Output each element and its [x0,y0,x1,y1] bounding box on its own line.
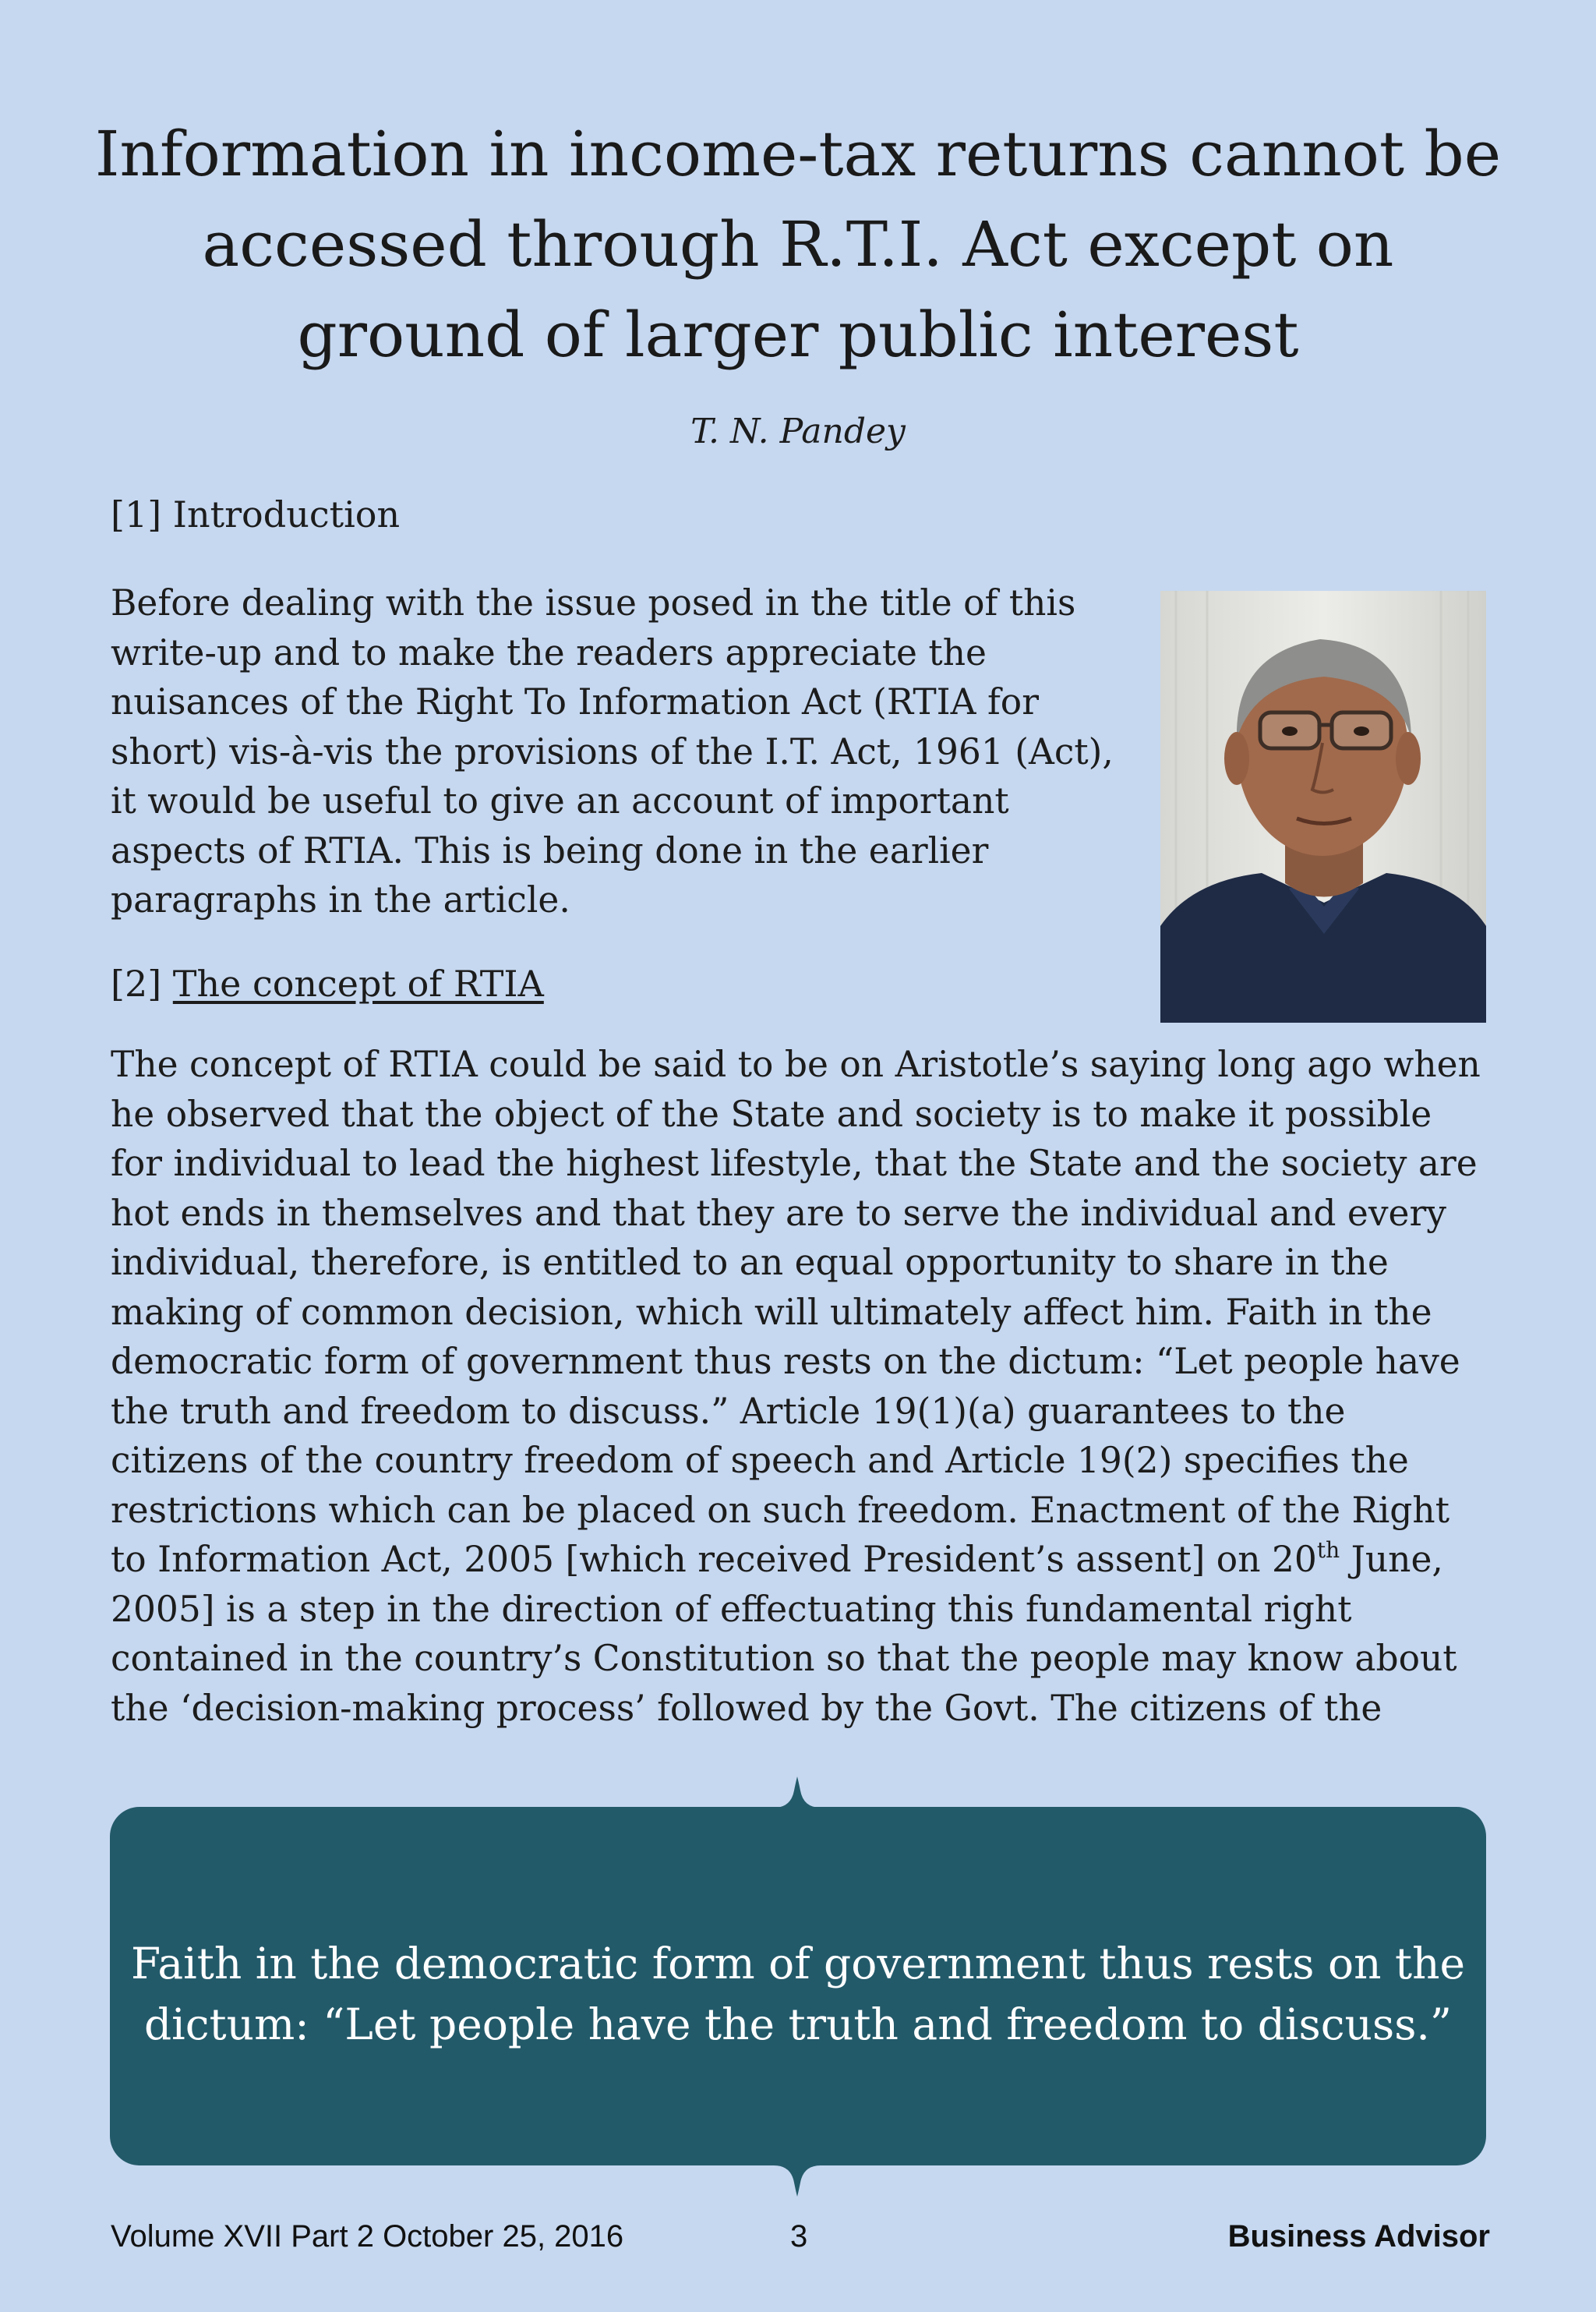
ordinal-superscript: th [1316,1537,1340,1563]
author-byline: T. N. Pandey [690,412,906,451]
author-portrait-image [1160,591,1486,1023]
section-heading-concept [111,962,544,1006]
footer-publication: Business Advisor [1227,2219,1490,2254]
pull-quote-text: Faith in the democratic form of government thus rests on the dictum: “Let people have the truth and freedom to discuss.” [130,1939,1466,2049]
footer-issue: Volume XVII Part 2 October 25, 2016 [111,2219,624,2254]
section-heading-introduction: [1] Introduction [111,493,401,536]
quote-notch-top [774,1776,821,1808]
article-title: Information in income-tax returns cannot be accessed through R.T.I. Act except on ground of larger public interest [94,118,1502,371]
quote-notch-bottom [774,2165,821,2197]
author-photo [1160,591,1486,1023]
concept-paragraph [111,1040,1490,1733]
footer-page-number: 3 [790,2219,808,2254]
concept-paragraph-text-continued: June, 2005] is a step in the direction of effectuating this fundamental right contained in the country’s Constitution so that the people may know about the ‘decision-making process’ followed by the Govt. The citizens of the [111,1539,1457,1729]
introduction-paragraph: Before dealing with the issue posed in the title of this write-up and to make the readers appreciate the nuisances of the Right To Information Act (RTIA for short) vis-à-vis the provisions of the I.T. Act, 1961 (Act), it would be useful to give an account of important aspects of RTIA. This is being done in the earlier paragraphs in the article. [111,582,1114,921]
section-title: The concept of RTIA [172,963,544,1005]
concept-paragraph-text: The concept of RTIA could be said to be on Aristotle’s saying long ago when he observed that the object of the State and society is to make it possible for individual to lead the highest lifestyle, that the State and the society are hot ends in themselves and that they are to serve the individual and every individual, therefore, is entitled to an equal opportunity to share in the making of common decision, which will ultimately affect him. Faith in the democratic form of government thus rests on the dictum: “Let people have the truth and freedom to discuss.” Article 19(1)(a) guarantees to the citizens of the country freedom of speech and Article 19(2) specifies the restrictions which can be placed on such freedom. Enactment of the Right to Information Act, 2005 [which received President’s assent] on 20 [111,1044,1481,1580]
section-number: [2] [111,963,162,1005]
